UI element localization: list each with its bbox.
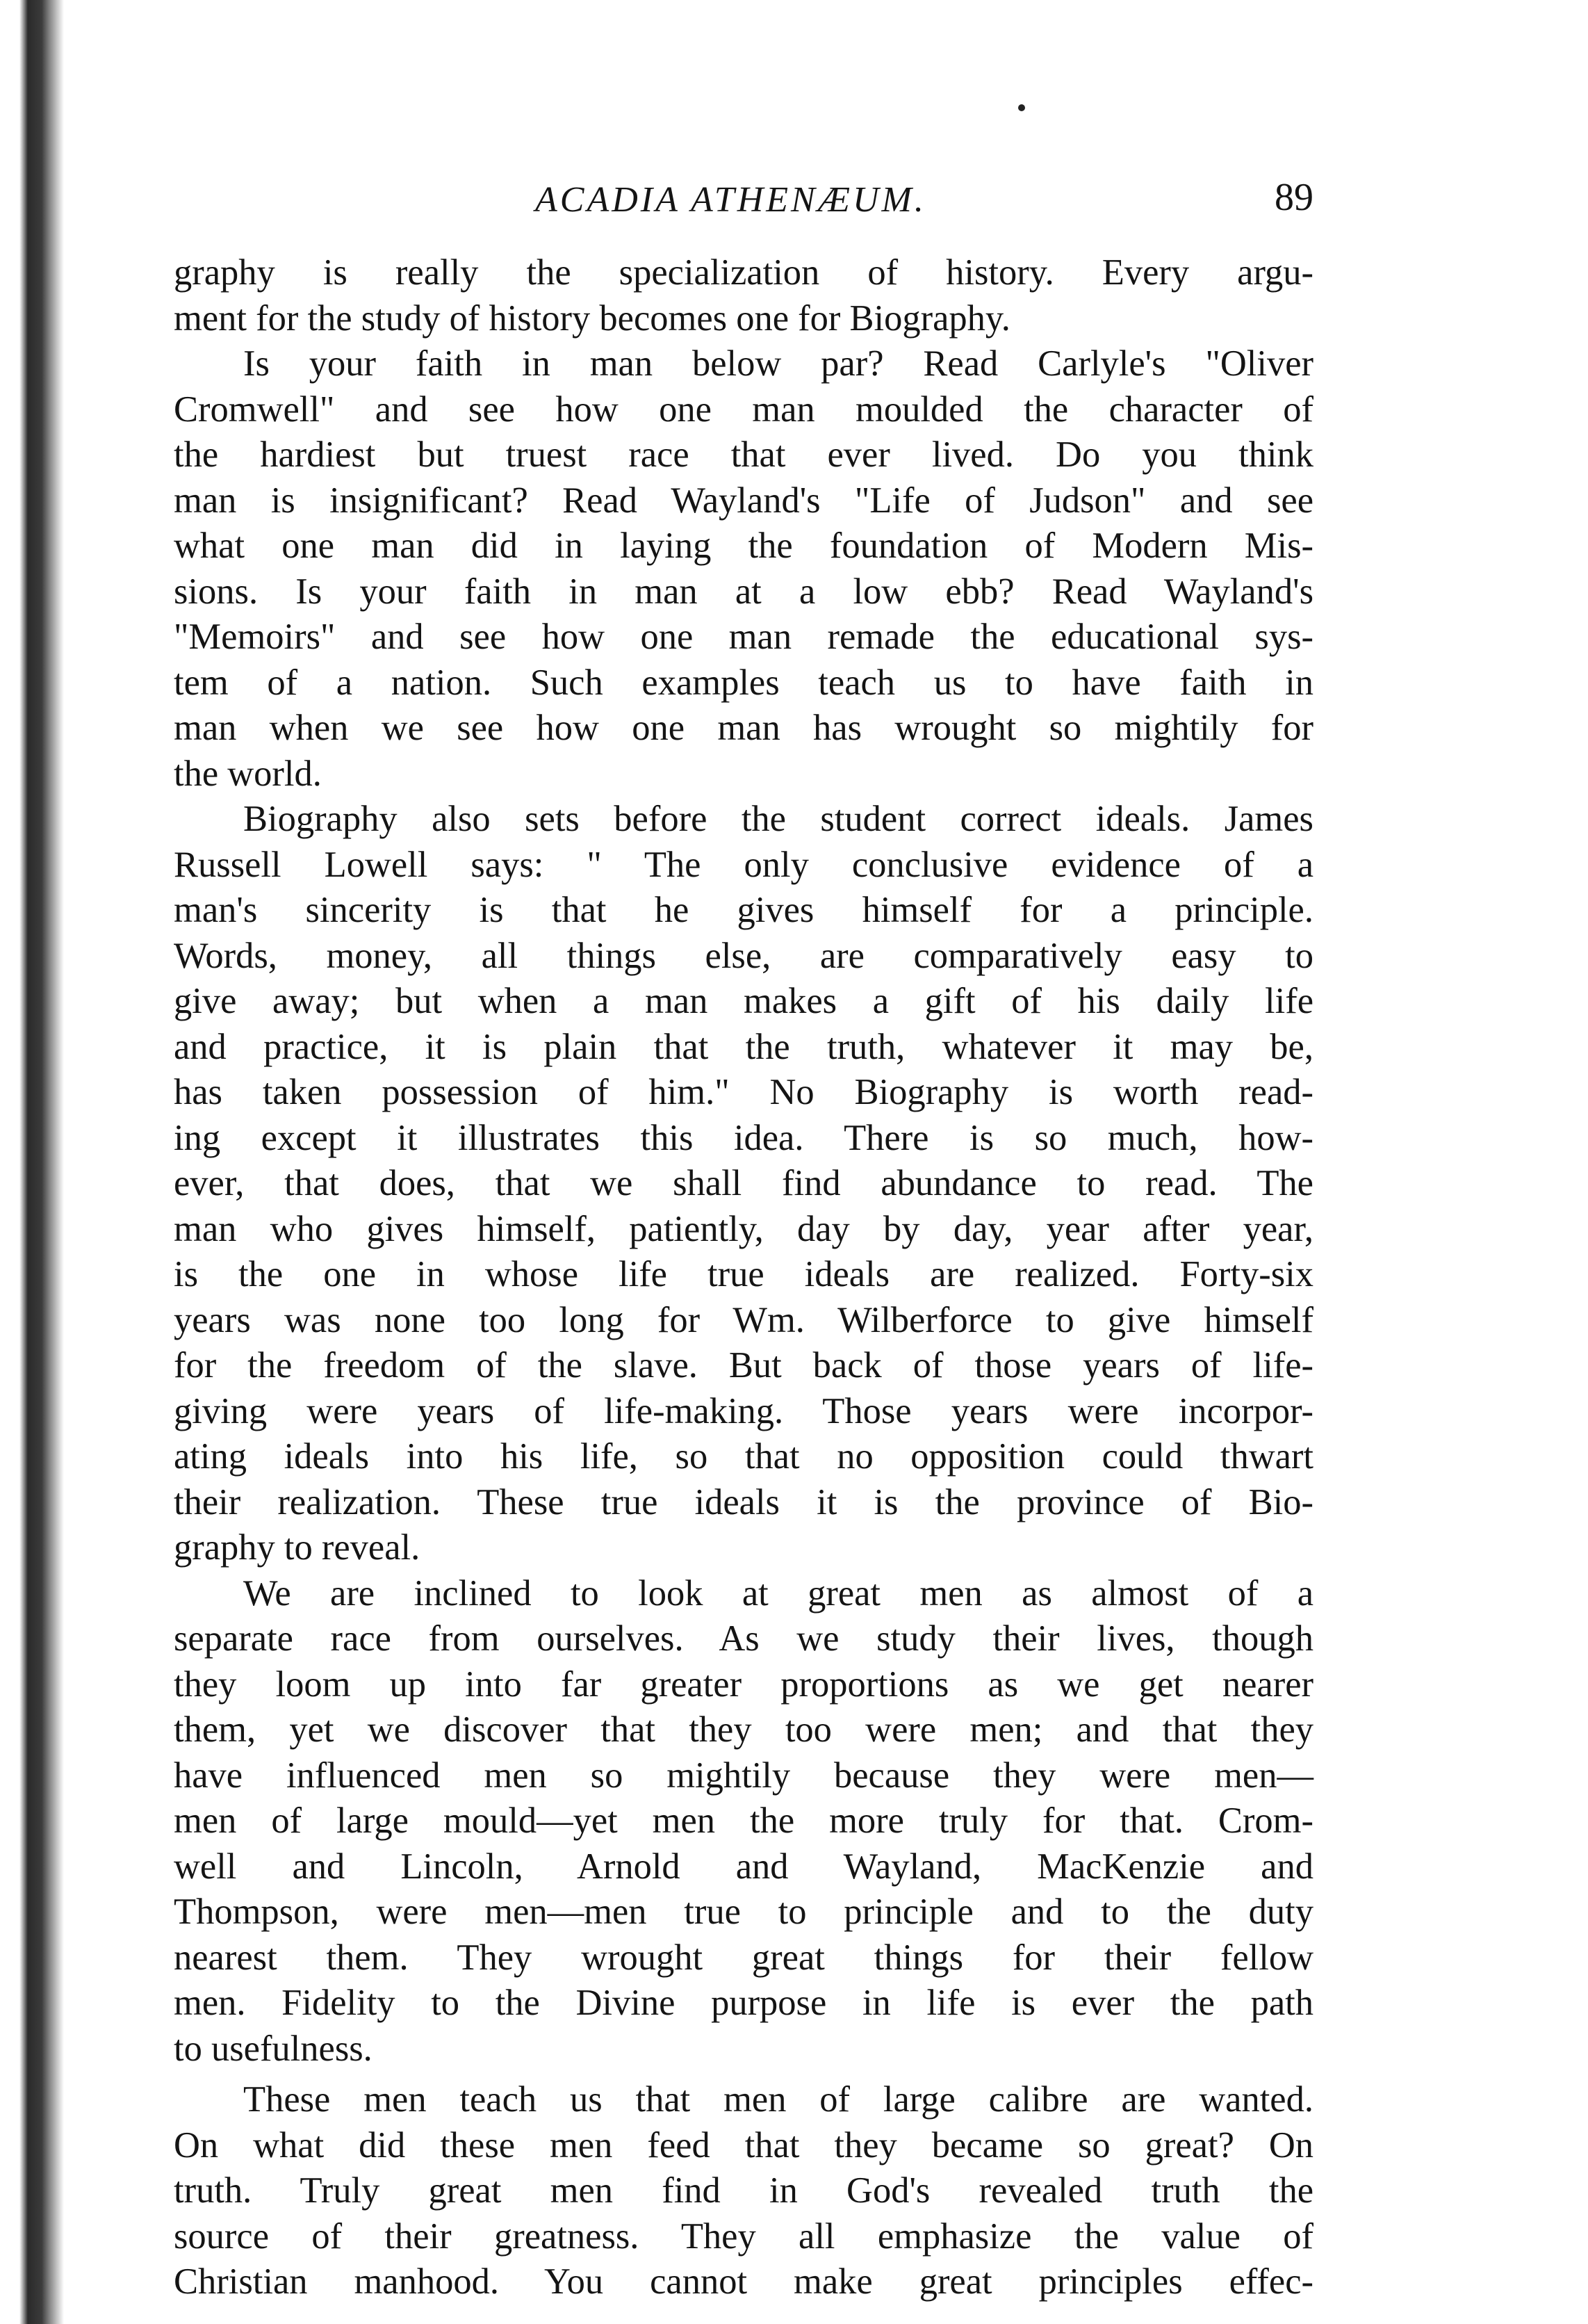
text-line: Thompson, were men—men true to principle and to the duty [174,1892,1313,1932]
text-line: Russell Lowell says: " The only conclusive evidence of a [174,844,1313,885]
text-line: nearest them. They wrought great things for their fellow [174,1937,1313,1978]
text-line: their realization. These true ideals it is the province of Bio- [174,1481,1313,1522]
text-line: ment for the study of history becomes one for Biography. [174,298,1010,339]
text-line: what one man did in laying the foundation of Modern Mis- [174,526,1313,566]
text-line: graphy to reveal. [174,1527,420,1568]
text-line: ever, that does, that we shall find abundance to read. The [174,1163,1313,1203]
article-body [174,250,1313,2305]
text-line: is the one in whose life true ideals are realized. Forty-six [174,1254,1313,1294]
text-line: men of large mould—yet men the more truly for that. Crom- [174,1801,1313,1841]
text-line: years was none too long for Wm. Wilberforce to give himself [174,1299,1313,1340]
ink-dot [1018,104,1025,111]
text-line: ing except it illustrates this idea. There is so much, how- [174,1117,1313,1158]
text-line: On what did these men feed that they became so great? On [174,2124,1313,2165]
text-line: Biography also sets before the student correct ideals. James [243,799,1313,839]
text-line: the hardiest but truest race that ever lived. Do you think [174,434,1313,475]
text-line: and practice, it is plain that the truth, whatever it may be, [174,1026,1313,1067]
page-number: 89 [1275,176,1313,219]
text-line: separate race from ourselves. As we study their lives, though [174,1618,1313,1659]
text-line: man who gives himself, patiently, day by day, year after year, [174,1208,1313,1249]
text-line: give away; but when a man makes a gift of his daily life [174,981,1313,1021]
text-line: Christian manhood. You cannot make great principles effec- [174,2261,1313,2302]
text-line: for the freedom of the slave. But back of those years of life- [174,1345,1313,1386]
text-line: has taken possession of him." No Biography is worth read- [174,1072,1313,1112]
text-line: have influenced men so mightily because they were men— [174,1755,1313,1796]
text-line: These men teach us that men of large calibre are wanted. [243,2079,1313,2120]
text-line: the world. [174,753,322,794]
text-line: Cromwell" and see how one man moulded the character of [174,389,1313,430]
text-line: truth. Truly great men find in God's revealed truth the [174,2170,1313,2211]
text-line: they loom up into far greater proportions as we get nearer [174,1664,1313,1705]
text-line: giving were years of life-making. Those years were incorpor- [174,1390,1313,1431]
text-line: to usefulness. [174,2028,373,2069]
text-line: man is insignificant? Read Wayland's "Life of Judson" and see [174,480,1313,521]
text-line: Words, money, all things else, are comparatively easy to [174,935,1313,976]
text-line: man when we see how one man has wrought so mightily for [174,708,1313,748]
text-line: Is your faith in man below par? Read Carlyle's "Oliver [243,343,1313,384]
text-line: sions. Is your faith in man at a low ebb? Read Wayland's [174,571,1313,612]
text-line: ating ideals into his life, so that no opposition could thwart [174,1436,1313,1477]
text-line: We are inclined to look at great men as almost of a [243,1573,1313,1614]
text-line: source of their greatness. They all emphasize the value of [174,2216,1313,2257]
running-header [174,174,1327,236]
text-line: them, yet we discover that they too were men; and that they [174,1709,1313,1750]
text-line: men. Fidelity to the Divine purpose in life is ever the path [174,1983,1313,2023]
text-line: "Memoirs" and see how one man remade the educational sys- [174,617,1313,657]
journal-title: ACADIA ATHENÆUM. [535,180,926,220]
text-line: well and Lincoln, Arnold and Wayland, MacKenzie and [174,1846,1313,1887]
text-line: graphy is really the specialization of history. Every argu- [174,252,1313,293]
page-binding-edge [0,0,64,2324]
text-line: man's sincerity is that he gives himself for a principle. [174,890,1313,930]
text-line: tem of a nation. Such examples teach us to have faith in [174,662,1313,703]
